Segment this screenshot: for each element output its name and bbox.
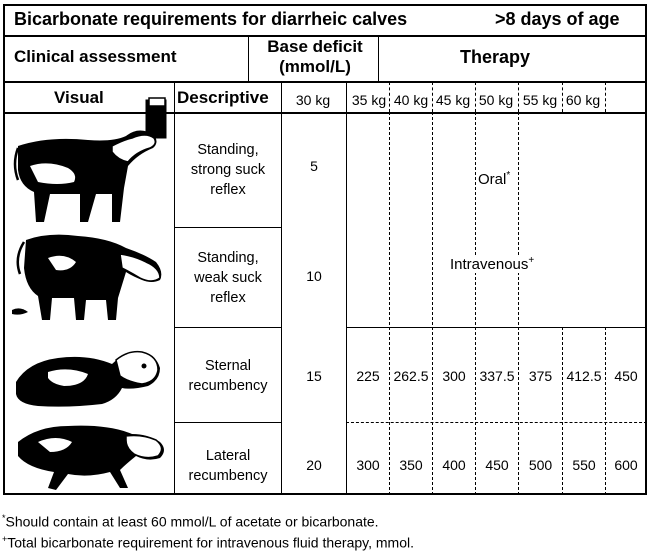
calf-standing-weak-icon — [8, 228, 174, 323]
row-description: Sternal recumbency — [188, 358, 268, 394]
col-divider — [605, 82, 606, 112]
clinical-assessment-header: Clinical assessment — [14, 47, 177, 66]
lateral-value: 450 — [485, 457, 509, 473]
col-divider — [562, 82, 563, 112]
sternal-value: 225 — [356, 368, 380, 384]
row-divider — [174, 227, 281, 228]
visual-header: Visual — [54, 88, 104, 107]
weight-label: 50 kg — [478, 92, 514, 108]
calf-lateral-icon — [8, 412, 174, 492]
lateral-value: 350 — [399, 457, 423, 473]
col-divider — [174, 82, 175, 112]
row-description: Lateral recumbency — [188, 448, 268, 484]
weight-label: 45 kg — [435, 92, 471, 108]
weight-label: 55 kg — [522, 92, 558, 108]
lateral-value: 300 — [356, 457, 380, 473]
sternal-value: 375 — [528, 368, 553, 384]
oral-label: Oral* — [478, 170, 511, 188]
row-description: Standing, weak suck reflex — [194, 250, 262, 306]
col-divider — [389, 82, 390, 112]
weight-label: 60 kg — [565, 92, 601, 108]
lateral-value: 500 — [528, 457, 553, 473]
calf-standing-strong-icon — [8, 96, 174, 226]
lateral-value: 600 — [614, 457, 638, 473]
col-divider — [281, 82, 282, 112]
base-deficit-unit: (mmol/L) — [279, 57, 351, 76]
sternal-value: 450 — [614, 368, 638, 384]
base-deficit-value: 15 — [306, 368, 322, 384]
sternal-value: 337.5 — [479, 368, 515, 384]
weight-label: 30 kg — [295, 92, 331, 108]
col-divider — [346, 82, 347, 112]
sternal-value: 262.5 — [393, 368, 429, 384]
row-divider — [174, 422, 281, 423]
table-title: Bicarbonate requirements for diarrheic calves — [14, 9, 408, 29]
col-divider — [518, 82, 519, 112]
base-deficit-value: 5 — [310, 158, 318, 174]
base-deficit-value: 20 — [306, 457, 322, 473]
sternal-value: 300 — [442, 368, 466, 384]
weight-label: 40 kg — [393, 92, 429, 108]
col-divider — [174, 112, 175, 495]
calf-sternal-icon — [8, 338, 174, 413]
intravenous-label: Intravenous+ — [450, 255, 535, 273]
lateral-value: 550 — [572, 457, 596, 473]
lateral-value: 400 — [442, 457, 466, 473]
row-divider — [346, 327, 647, 328]
therapy-col-divider — [518, 112, 519, 495]
row-divider — [346, 422, 647, 423]
col-divider — [346, 112, 347, 495]
footnote-oral: *Should contain at least 60 mmol/L of acetate or bicarbonate. — [2, 513, 379, 530]
header-divider-right — [378, 36, 379, 82]
sternal-value: 412.5 — [566, 368, 602, 384]
base-deficit-value: 10 — [306, 268, 322, 284]
row-description: Standing, strong suck reflex — [190, 142, 266, 198]
header-divider-left — [248, 36, 249, 82]
row-divider — [174, 327, 281, 328]
descriptive-header: Descriptive — [177, 88, 269, 107]
therapy-col-divider — [389, 112, 390, 495]
therapy-header: Therapy — [460, 47, 531, 67]
header-divider — [3, 81, 647, 83]
col-divider — [475, 82, 476, 112]
footnote-intravenous: +Total bicarbonate requirement for intravenous fluid therapy, mmol. — [2, 534, 414, 551]
age-note: >8 days of age — [495, 9, 620, 29]
col-divider — [432, 82, 433, 112]
weight-label: 35 kg — [351, 92, 387, 108]
therapy-col-divider — [432, 112, 433, 495]
base-deficit-header: Base deficit — [267, 37, 363, 56]
col-divider — [281, 112, 282, 495]
